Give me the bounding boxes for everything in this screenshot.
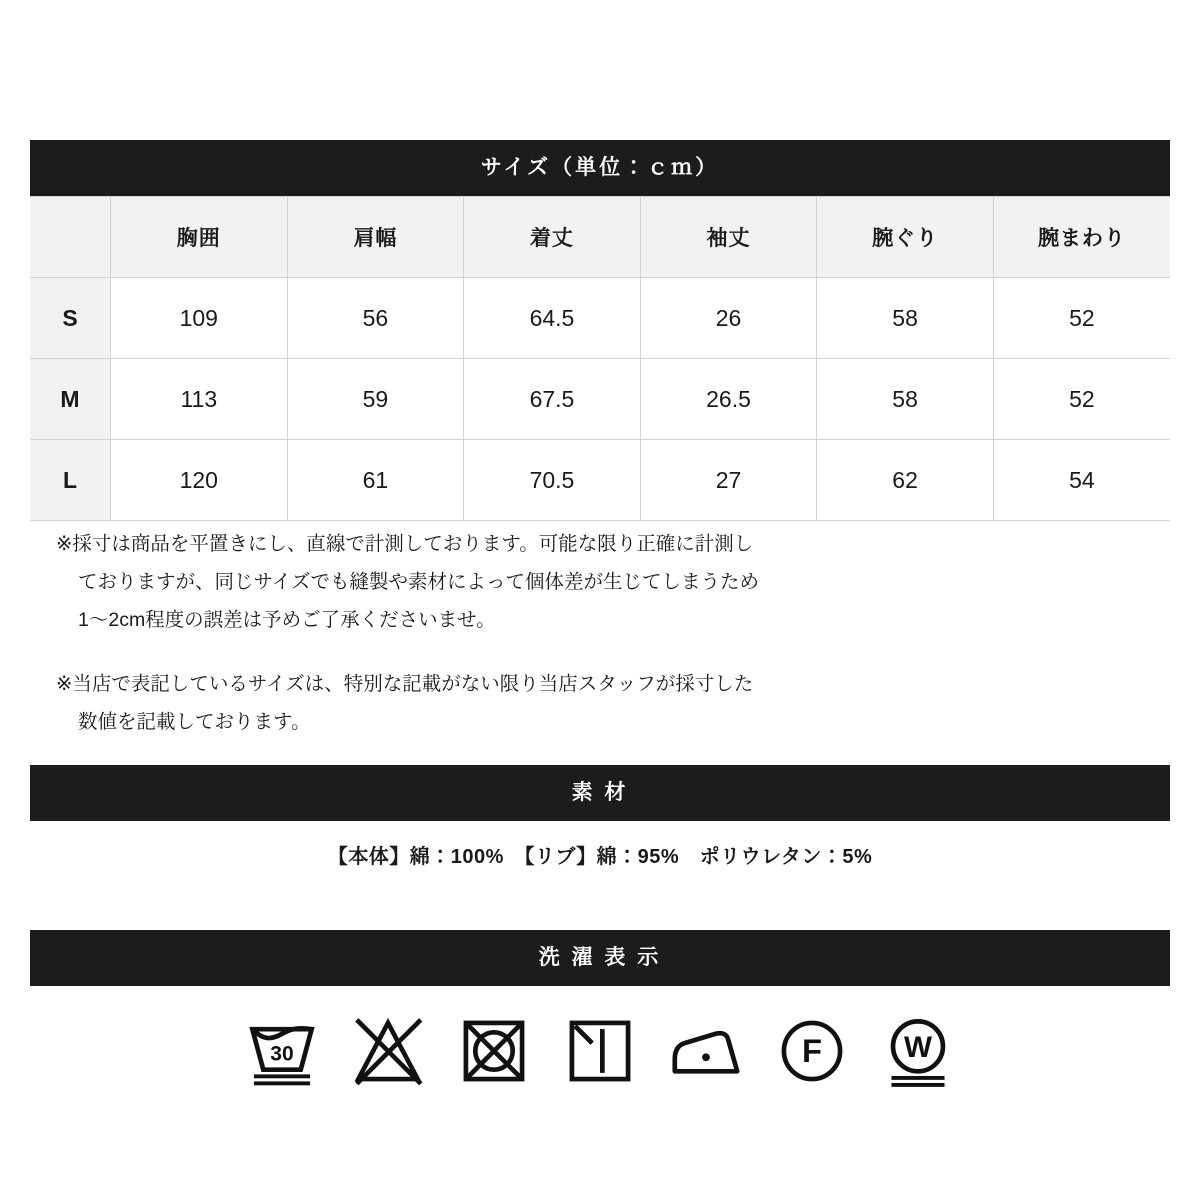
material-title: 素 材 bbox=[30, 765, 1170, 821]
cell-s-bust: 109 bbox=[111, 278, 288, 359]
note-1-line-2: ておりますが、同じサイズでも縫製や素材によって個体差が生じてしまうため bbox=[78, 571, 759, 594]
row-header-size-m: M bbox=[30, 359, 111, 440]
svg-text:F: F bbox=[801, 1031, 823, 1069]
note-1-line-1: ※採寸は商品を平置きにし、直線で計測しております。可能な限り正確に計測し bbox=[56, 533, 754, 555]
svg-text:W: W bbox=[904, 1031, 932, 1065]
table-row bbox=[30, 359, 1170, 440]
column-header-shoulder: 肩幅 bbox=[287, 197, 464, 278]
table-row bbox=[30, 278, 1170, 359]
size-table-head bbox=[30, 197, 1170, 278]
cell-l-arm-circumference: 54 bbox=[993, 440, 1170, 521]
note-1-line-3: 1〜2cm程度の誤差は予めご了承くださいませ。 bbox=[78, 609, 496, 632]
laundry-title: 洗 濯 表 示 bbox=[30, 930, 1170, 986]
dry-clean-f-icon bbox=[773, 1012, 851, 1090]
table-row bbox=[30, 440, 1170, 521]
laundry-section bbox=[30, 930, 1170, 1116]
column-header-bust: 胸囲 bbox=[111, 197, 288, 278]
cell-l-length: 70.5 bbox=[464, 440, 641, 521]
table-header-row bbox=[30, 197, 1170, 278]
wash-30-icon bbox=[243, 1012, 321, 1090]
size-table-section bbox=[30, 140, 1170, 521]
measurement-notes bbox=[56, 525, 1146, 767]
cell-s-shoulder: 56 bbox=[287, 278, 464, 359]
cell-s-length: 64.5 bbox=[464, 278, 641, 359]
note-2-line-2: 数値を記載しております。 bbox=[78, 711, 311, 734]
column-header-sleeve: 袖丈 bbox=[640, 197, 817, 278]
cell-m-armhole: 58 bbox=[817, 359, 994, 440]
cell-l-armhole: 62 bbox=[817, 440, 994, 521]
row-header-size-s: S bbox=[30, 278, 111, 359]
size-table-body bbox=[30, 278, 1170, 521]
size-table bbox=[30, 196, 1170, 521]
cell-l-bust: 120 bbox=[111, 440, 288, 521]
no-tumble-dry-icon bbox=[455, 1012, 533, 1090]
no-bleach-icon bbox=[349, 1012, 427, 1090]
drip-dry-shade-icon bbox=[561, 1012, 639, 1090]
cell-m-arm-circumference: 52 bbox=[993, 359, 1170, 440]
cell-m-sleeve: 26.5 bbox=[640, 359, 817, 440]
note-1 bbox=[56, 525, 1146, 639]
note-2 bbox=[56, 665, 1146, 741]
svg-text:30: 30 bbox=[270, 1042, 294, 1066]
cell-s-armhole: 58 bbox=[817, 278, 994, 359]
wet-clean-w-icon bbox=[879, 1012, 957, 1090]
cell-m-bust: 113 bbox=[111, 359, 288, 440]
cell-l-shoulder: 61 bbox=[287, 440, 464, 521]
column-header-arm-circumference: 腕まわり bbox=[993, 197, 1170, 278]
cell-s-sleeve: 26 bbox=[640, 278, 817, 359]
laundry-icon-row bbox=[30, 986, 1170, 1116]
iron-low-icon bbox=[667, 1012, 745, 1090]
cell-m-length: 67.5 bbox=[464, 359, 641, 440]
note-2-line-1: ※当店で表記しているサイズは、特別な記載がない限り当店スタッフが採寸した bbox=[56, 673, 754, 696]
material-section bbox=[30, 765, 1170, 893]
cell-l-sleeve: 27 bbox=[640, 440, 817, 521]
material-body: 【本体】綿：100% 【リブ】綿：95% ポリウレタン：5% bbox=[30, 821, 1170, 893]
row-header-size-l: L bbox=[30, 440, 111, 521]
cell-m-shoulder: 59 bbox=[287, 359, 464, 440]
size-table-title: サイズ（単位：ｃｍ） bbox=[30, 140, 1170, 196]
column-header-size bbox=[30, 197, 111, 278]
column-header-length: 着丈 bbox=[464, 197, 641, 278]
column-header-armhole: 腕ぐり bbox=[817, 197, 994, 278]
cell-s-arm-circumference: 52 bbox=[993, 278, 1170, 359]
